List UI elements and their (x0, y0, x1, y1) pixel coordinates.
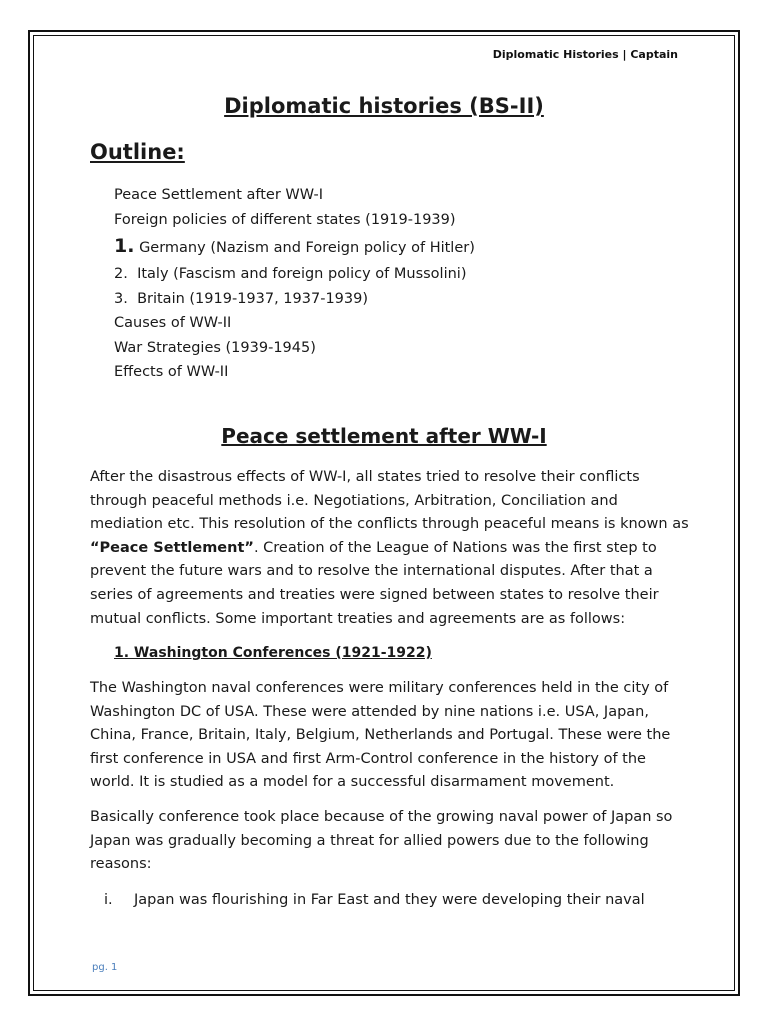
outline-item-text: Britain (1919-1937, 1937-1939) (137, 290, 369, 307)
paragraph-text: . Creation of the League of Nations was the first step to prevent the future wars and to resolve the international disputes. After that a series of agreements and treaties were signed between states to resolve their mutual conflicts. Some important treaties and agreements are as follows: (90, 539, 659, 627)
outline-item (114, 336, 674, 361)
running-header: Diplomatic Histories | Captain (492, 48, 678, 61)
outline-item (114, 183, 674, 208)
outline-item (114, 208, 674, 233)
outline-heading: Outline: (90, 140, 185, 164)
list-item (104, 889, 684, 912)
outline-item-text: Germany (Nazism and Foreign policy of Hitler) (139, 240, 475, 256)
list-item-text: Japan was flourishing in Far East and they were developing their naval (134, 892, 645, 908)
document-title-text: Diplomatic histories (BS-II) (224, 94, 544, 118)
outline-item (114, 262, 674, 287)
outline-item-text: Causes of WW-II (114, 315, 232, 331)
outline-item (114, 287, 674, 312)
subheading-washington: 1. Washington Conferences (1921-1922) (114, 645, 432, 661)
paragraph-text: After the disastrous effects of WW-I, all states tried to resolve their conflicts through peaceful methods i.e. Negotiations, Arbitration, Conciliation and mediation etc. This resolution of the conflicts through peaceful means is known as (90, 469, 689, 533)
outline-item (114, 360, 674, 385)
outline-list (114, 183, 674, 385)
outline-item-text: Italy (Fascism and foreign policy of Mussolini) (137, 266, 467, 282)
paragraph-washington: The Washington naval conferences were military conferences held in the city of Washington DC of USA. These were attended by nine nations i.e. USA, Japan, China, France, Britain, Italy, Belgium, Netherlands and Portugal. These were the first conference in USA and first Arm-Control conference in the history of the world. It is studied as a model for a successful disarmament movement. (90, 680, 671, 791)
section-heading-text: Peace settlement after WW-I (221, 424, 547, 448)
outline-item (114, 311, 674, 336)
bold-term: “Peace Settlement” (90, 539, 254, 556)
outline-item-text: Peace Settlement after WW-I (114, 187, 324, 203)
outline-item-text: War Strategies (1939-1945) (114, 339, 316, 356)
outline-item (114, 232, 674, 262)
outline-item-number: 2. (114, 266, 128, 282)
page-number: pg. 1 (92, 962, 118, 973)
outline-item-number: 3. (114, 290, 128, 307)
document-title (0, 94, 768, 118)
list-marker: i. (104, 892, 113, 908)
outline-item-number: 1. (114, 235, 135, 257)
section-heading (0, 424, 768, 448)
paragraph-reasons: Basically conference took place because of the growing naval power of Japan so Japan was gradually becoming a threat for allied powers due to the following reasons: (90, 809, 673, 873)
paragraph-peace-settlement (90, 466, 695, 631)
outline-item-text: Foreign policies of different states (1919-1939) (114, 211, 456, 228)
outline-item-text: Effects of WW-II (114, 364, 229, 380)
